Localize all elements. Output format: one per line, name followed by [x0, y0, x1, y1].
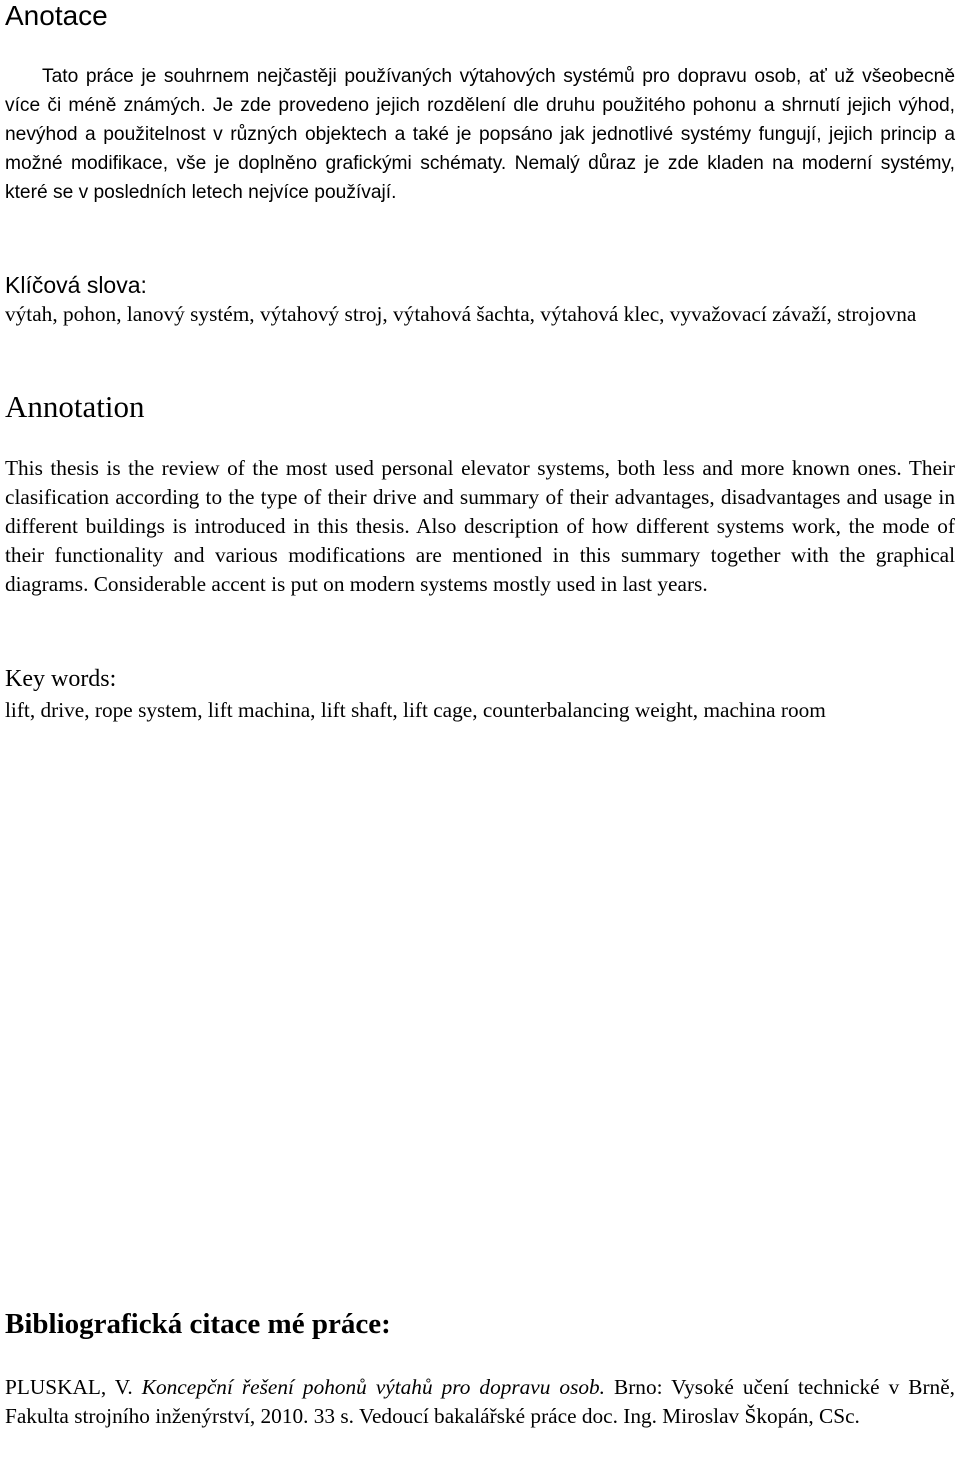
citation-title: Koncepční řešení pohonů výtahů pro dopravu osob. — [141, 1375, 605, 1399]
citation-details: Brno: Vysoké učení technické v Brně, Fakulta strojního inženýrství, 2010. 33 s. Vedoucí bakalářské práce doc. Ing. Miroslav Škopán, CSc. — [5, 1375, 955, 1428]
annotation-body: This thesis is the review of the most used personal elevator systems, both less and more known ones. Their clasification according to the type of their drive and summary of their advantages, disadvantages and usage in different buildings is introduced in this thesis. Also description of how different systems work, the mode of their functionality and various modifications are mentioned in this summary together with the graphical diagrams. Considerable accent is put on modern systems mostly used in last years. — [5, 456, 955, 596]
anotace-heading: Anotace — [5, 0, 108, 31]
citation-heading: Bibliografická citace mé práce: — [5, 1308, 391, 1340]
annotation-heading: Annotation — [5, 389, 145, 424]
anotace-body: Tato práce je souhrnem nejčastěji používaných výtahových systémů pro dopravu osob, ať už všeobecně více či méně známých. Je zde provedeno jejich rozdělení dle druhu použitého pohonu a shrnutí jejich výhod, nevýhod a použitelnost v různých objektech a také je popsáno jak jednotlivé systémy fungují, jejich princip a možné modifikace, vše je doplněno grafickými schématy. Nemalý důraz je zde kladen na moderní systémy, které se v posledních letech nejvíce používají. — [5, 66, 955, 203]
key-words-body: lift, drive, rope system, lift machina, lift shaft, lift cage, counterbalancing weight, machina room — [5, 698, 826, 722]
citation-body — [5, 1373, 955, 1431]
klicova-slova-heading: Klíčová slova: — [5, 272, 147, 298]
citation-author: PLUSKAL, V. — [5, 1375, 133, 1399]
klicova-slova-body: výtah, pohon, lanový systém, výtahový stroj, výtahová šachta, výtahová klec, vyvažovací závaží, strojovna — [5, 302, 917, 326]
key-words-heading: Key words: — [5, 666, 117, 692]
